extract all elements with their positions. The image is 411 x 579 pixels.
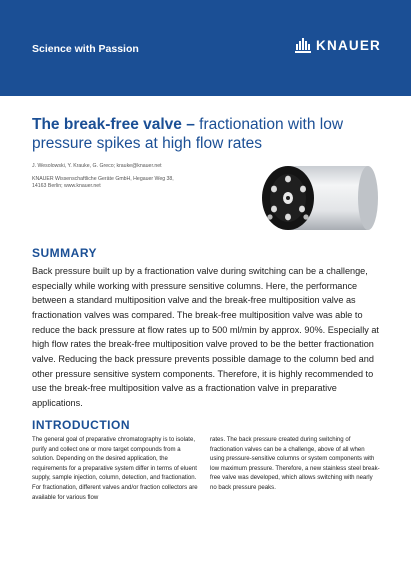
affiliation-line-2: 14163 Berlin; www.knauer.net xyxy=(32,183,101,189)
tagline: Science with Passion xyxy=(32,43,139,55)
introduction-heading: INTRODUCTION xyxy=(32,418,130,432)
title-bold: The break-free valve – xyxy=(32,116,195,133)
brand-name: KNAUER xyxy=(316,38,381,53)
affiliation-line-1: KNAUER Wissenschaftliche Geräte GmbH, Hegauer Weg 38, xyxy=(32,176,174,182)
title-rest: fractionation with low pressure spikes at high flow rates xyxy=(32,116,344,152)
knauer-logo xyxy=(294,37,381,54)
valve-image xyxy=(250,158,385,238)
summary-text: Back pressure built up by a fractionation valve during switching can be a challenge, especially while working with pressure sensitive columns. Here, the performance between a standard multiposition valve and the break-free multiposition valve as fractionation valves was compared. The break-free multiposition valve was able to reduce the back pressure at flow rates up to 500 ml/min by approx. 90%. Especially at high flow rates the break-free multiposition valve proved to be the better fractionation valve. Reducing the back pressure prevents possible damage to the column bed and other pressure sensitive system components. Therefore, it is highly recommended to use the break-free multiposition valve as a fractionation valve in preparative applications. xyxy=(32,266,379,408)
introduction-column-2: rates. The back pressure created during switching of fractionation valves can be a challenge, above of all when using pressure-sensitive columns or system components with low maximum pressure. Therefore, a new stainless steel break-free valve was developed, which allows switching with nearly no back pressure peaks. xyxy=(210,437,380,491)
authors: J. Wesolowski, Y. Krauke, G. Greco; krauke@knauer.net xyxy=(32,163,162,169)
introduction-column-1: The general goal of preparative chromatography is to isolate, purify and collect one or more target compounds from a solution. Depending on the desired application, the requirements for a preparative system differ in terms of eluent supply, sample injection, column, detection, and fractionation. For fractionation, different valves and/or fraction collectors are available for various flow xyxy=(32,437,198,501)
summary-heading: SUMMARY xyxy=(32,246,98,260)
header-banner xyxy=(0,0,411,96)
logo-mark-icon xyxy=(294,37,312,54)
page-title xyxy=(32,115,372,153)
